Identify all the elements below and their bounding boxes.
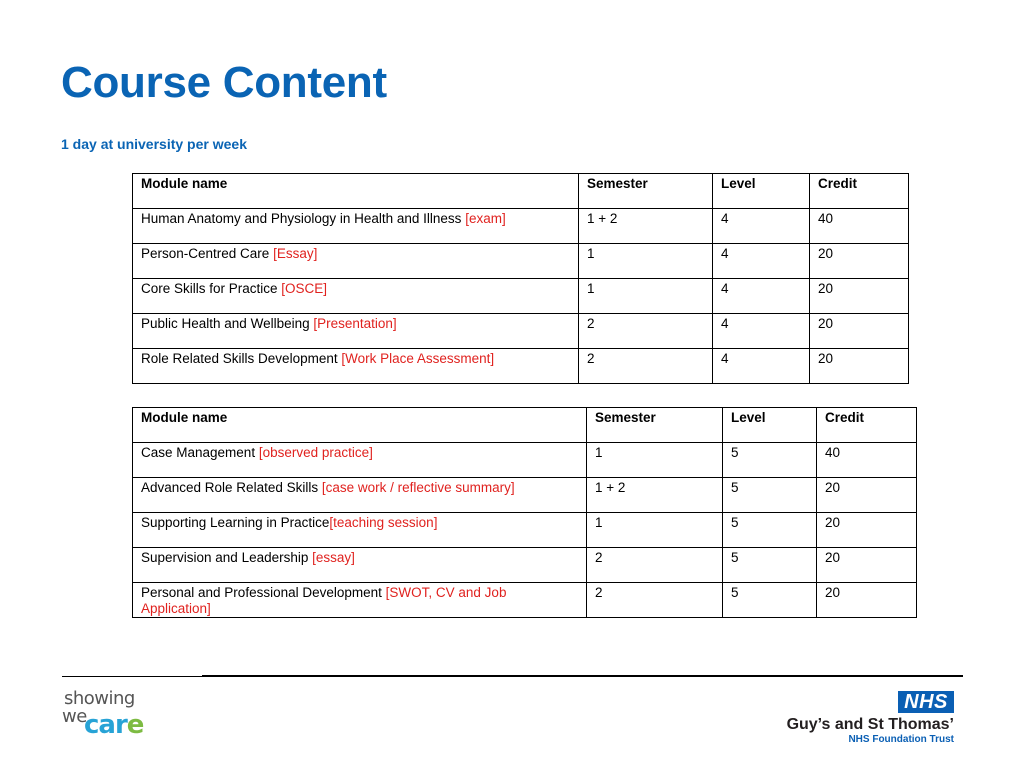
footer-divider-left <box>62 676 202 677</box>
level-cell: 4 <box>713 279 810 314</box>
semester-cell: 2 <box>587 583 723 618</box>
showing-we-care-logo <box>62 688 152 743</box>
module-name: Core Skills for Practice <box>141 281 282 296</box>
assessment-type: [OSCE] <box>281 281 328 296</box>
header-module-name: Module name <box>133 174 579 209</box>
header-semester: Semester <box>587 408 723 443</box>
header-level: Level <box>713 174 810 209</box>
logo-text-care: car <box>84 710 127 740</box>
module-name: Person-Centred Care <box>141 246 274 261</box>
module-name: Role Related Skills Development <box>141 351 342 366</box>
footer-divider <box>202 675 963 677</box>
semester-cell: 1 + 2 <box>587 478 723 513</box>
module-cell <box>133 478 587 513</box>
level-cell: 4 <box>713 349 810 384</box>
level-cell: 4 <box>713 314 810 349</box>
page-subtitle: 1 day at university per week <box>61 136 247 152</box>
level-5-modules-table <box>132 407 917 618</box>
module-cell <box>133 314 579 349</box>
level-cell: 5 <box>723 548 817 583</box>
assessment-type: [teaching session] <box>329 515 438 530</box>
module-name: Personal and Professional Development <box>141 585 386 600</box>
assessment-type: [observed practice] <box>258 445 373 460</box>
header-semester: Semester <box>579 174 713 209</box>
level-cell: 5 <box>723 513 817 548</box>
level-cell: 4 <box>713 209 810 244</box>
module-cell <box>133 349 579 384</box>
module-cell <box>133 443 587 478</box>
assessment-type: [exam] <box>465 211 506 226</box>
level-4-modules-table <box>132 173 909 384</box>
table-header-row <box>133 408 917 443</box>
table-row <box>133 279 909 314</box>
credit-cell: 40 <box>817 443 917 478</box>
credit-cell: 20 <box>810 349 909 384</box>
assessment-type: [essay] <box>312 550 355 565</box>
credit-cell: 20 <box>810 314 909 349</box>
semester-cell: 1 <box>579 244 713 279</box>
module-name: Case Management <box>141 445 259 460</box>
module-name: Supervision and Leadership <box>141 550 313 565</box>
semester-cell: 1 <box>587 513 723 548</box>
table-row <box>133 244 909 279</box>
semester-cell: 1 <box>579 279 713 314</box>
table-row <box>133 583 917 618</box>
module-cell <box>133 548 587 583</box>
logo-text-line2: we <box>62 706 87 727</box>
table-row <box>133 349 909 384</box>
assessment-type: [Presentation] <box>313 316 397 331</box>
assessment-type: [Work Place Assessment] <box>341 351 495 366</box>
table-row <box>133 478 917 513</box>
module-name: Supporting Learning in Practice <box>141 515 330 530</box>
credit-cell: 20 <box>817 478 917 513</box>
module-cell <box>133 244 579 279</box>
credit-cell: 20 <box>810 279 909 314</box>
table-header-row <box>133 174 909 209</box>
semester-cell: 2 <box>579 314 713 349</box>
level-cell: 5 <box>723 583 817 618</box>
credit-cell: 20 <box>817 513 917 548</box>
table-row <box>133 548 917 583</box>
credit-cell: 40 <box>810 209 909 244</box>
logo-text-line3 <box>84 710 143 740</box>
trust-name: Guy’s and St Thomas’ <box>786 716 954 733</box>
semester-cell: 1 <box>587 443 723 478</box>
module-cell <box>133 209 579 244</box>
table-row <box>133 513 917 548</box>
table-row <box>133 314 909 349</box>
module-name: Public Health and Wellbeing <box>141 316 314 331</box>
semester-cell: 2 <box>579 349 713 384</box>
header-level: Level <box>723 408 817 443</box>
header-module-name: Module name <box>133 408 587 443</box>
nhs-logo: NHS <box>898 691 954 713</box>
assessment-type: [case work / reflective summary] <box>321 480 515 495</box>
table-row <box>133 443 917 478</box>
level-cell: 5 <box>723 443 817 478</box>
logo-text-care-e: e <box>126 710 144 740</box>
module-name: Human Anatomy and Physiology in Health and Illness <box>141 211 466 226</box>
semester-cell: 1 + 2 <box>579 209 713 244</box>
assessment-type: [SWOT, CV and Job Application] <box>141 585 507 616</box>
semester-cell: 2 <box>587 548 723 583</box>
table-row <box>133 209 909 244</box>
credit-cell: 20 <box>810 244 909 279</box>
module-cell <box>133 279 579 314</box>
page-title: Course Content <box>61 58 387 107</box>
credit-cell: 20 <box>817 548 917 583</box>
header-credit: Credit <box>810 174 909 209</box>
level-cell: 5 <box>723 478 817 513</box>
credit-cell: 20 <box>817 583 917 618</box>
logo-text-line1: showing <box>64 688 135 709</box>
header-credit: Credit <box>817 408 917 443</box>
module-cell <box>133 513 587 548</box>
level-cell: 4 <box>713 244 810 279</box>
module-name: Advanced Role Related Skills <box>141 480 322 495</box>
assessment-type: [Essay] <box>273 246 318 261</box>
module-cell <box>133 583 587 618</box>
trust-subtitle: NHS Foundation Trust <box>848 734 954 745</box>
